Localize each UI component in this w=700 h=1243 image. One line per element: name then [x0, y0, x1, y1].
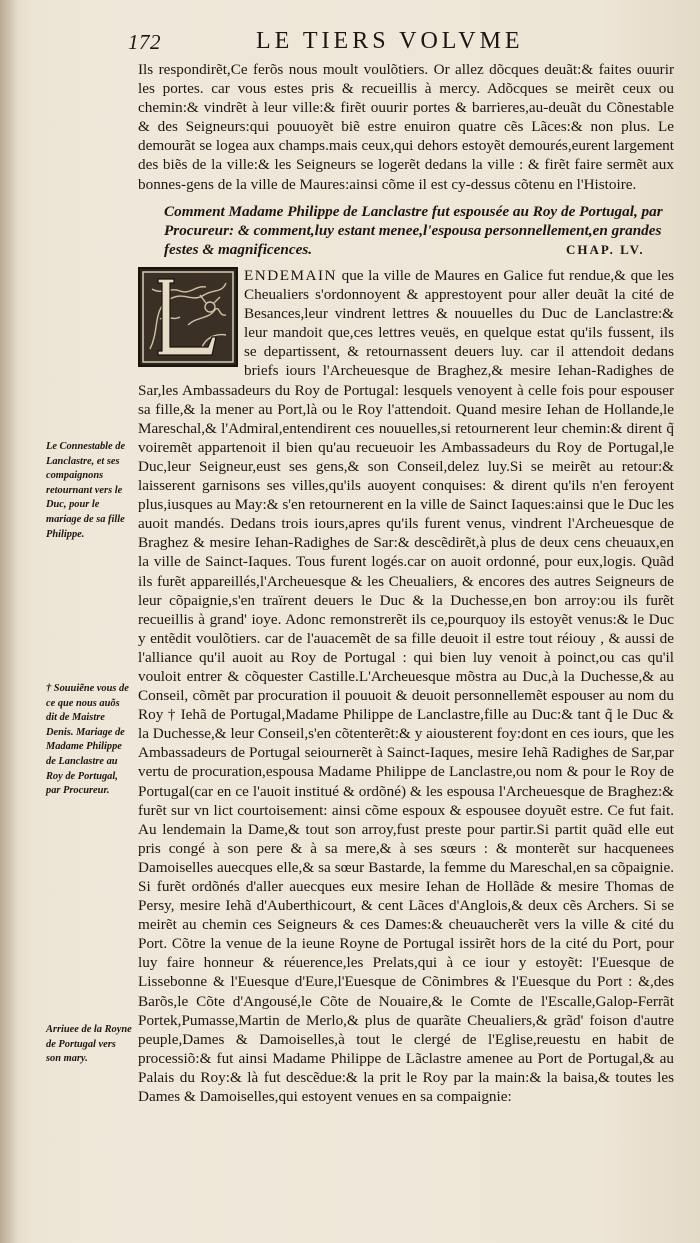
opening-caps: ENDEMAIN	[244, 267, 337, 284]
chapter-label: CHAP. LV.	[566, 242, 645, 257]
marginal-note: † Souuiẽne vous de ce que nous auõs dit de Maistre Denis. Mariage de Madame Philippe de Lanclastre au Roy de Portugal, par Procureur.	[46, 683, 129, 797]
marginal-note: Arriuee de la Royne de Portugal vers son mary.	[46, 1024, 132, 1065]
running-head: LE TIERS VOLVME	[256, 28, 524, 54]
paragraph-main-text: que la ville de Maures en Galice fut rendue,& que les Cheualiers s'ordonnoyent & apprestoyent pour aller deuãt la cité de Besances,leur vindrent lettres & nouuelles du Duc de Lanclastre:& leur mandoit que,ces lettres veuës, en quelque estat qu'ils fussent, ils se departissent, & retournassent deuers luy. car il attendoit dedans briefs iours l'Archeuesque de Braghez,& mesire Iehan-Radighes de Sar,les Ambassadeurs du Roy de Portugal: lesquels venoyent à celle fois pour espouser sa fille,& la mener au Port,là ou le Roy l'attendoit. Quand mesire Iehan de Hollande,le Mareschal,& l'Admiral,entendirent ces nouuelles,si retournerent leur chemin:& dirent q̃ voiremẽt appartenoit il bien qu'au recueuoir les Ambassadeurs du Roy de Portugal,le Duc,leur Seigneur,eust ses gens,& son Conseil,delez luy.Si se meirẽt au retour:& laisserent garnisons ses villes,qu'ils auoyent conquises: & dirent qu'ils n'en feroyent plus,iusques au May:& s'en retournerent en la ville de Sainct Iaques:ainsi que le Duc les auoit mandés. Dedans trois iours,apres qu'ils furent venus, vindrent l'Archeuesque de Braghez & mesire Iehan-Radighes de Sar:& descẽdirẽt,à plus de deux cens cheuaux,en la ville de Sainct-Iaques. Tous furent logés.car on auoit ordonné, pour eux,logis. Quãd ils furẽt appareillés,l'Archeuesque & les Cheualiers, & encores des autres Seigneurs de leur cõpaignie,s'en traïrent deuers le Duc & la Duchesse,en bon arroy:ou ils furẽt recueillis à grand' ioye. Adonc remonstrerẽt ils ce,pourquoy ils estoyẽt venus:& le Duc y entẽdit voulõtiers. car de l'auacemẽt de sa fille deuoit il estre tout réiouy , & aussi de l'alliance qu'il auoit au Roy de Portugal : qui bien luy venoit à poinct,ou cas qu'il vouloit entrer & cõquester Castille.L'Archeuesque mõstra au Duc,à la Duchesse,& au Conseil, cõmẽt par procuration il pouuoit & deuoit personnellemẽt espouser au nom du Roy † Iehã de Portugal,Madame Philippe de Lanclastre,fille au Duc:& tant q̃ le Duc & la Duchesse,& leur Conseil,s'en cõtenterẽt:& y aiousterent foy:dont en ces iours, que les Ambassadeurs de Portugal seiournerẽt à Sainct-Iaques, mesire Iehã Radighes de Sar,par vertu de procuration,espousa Madame Philippe de Lanclastre,ou nom & pour le Roy de Portugal(car en ce l'auoit institué & ordõné) & les espousa l'Archeuesque de Braghez:& furẽt sur vn lict courtoisement: ainsi cõme espoux & espousee doyuẽt estre. Ce fut fait. Au lendemain la Dame,& tout son arroy,fust preste pour partir.Si partit quãd elle eut pris congé à son pere & à sa mere,& à ses sœurs : & monterẽt sur hacquenees Damoiselles auecques elle,& sa sœur Bastarde, la femme du Mareschal,en sa cõpaignie. Si furẽt ordõnés d'aller auecques eux mesire Iehan de Hollãde & mesire Thomas de Persy, mesire Iehã d'Auberthicourt, & cent Lãces d'Anglois,& deux cẽs Archers. Si se meirẽt au chemin ces Seigneurs & ces Dames:& cheuaucherẽt vers la ville & cité du Port. Cõtre la venue de la ieune Royne de Portugal issirẽt hors de la cité du Port, pour luy faire honneur & réuerence,les Prelats,qui à ce iour y estoyẽt: l'Euesque de Lissebonne & l'Euesque d'Eure,l'Euesque de Cõnimbres & l'Euesque du Port : &,des Barõs,le Cõte d'Angousé,le Cõte de Nouaire,& le Comte de l'Escalle,Galop-Ferrãt Portek,Pumasse,Martin de Merlo,& plus de quarãte Cheualiers,& grãd' foison d'autre peuple,Dames & Damoiselles,à tout le clergé de l'Eglise,reuestu en habit de processiõ:& fut ainsi Madame Philippe de Lãclastre amenee au Port de Portugal,& au Palais du Roy:& là fut descẽdue:& la prit le Roy par la main:& la baisa,& toutes les Dames & Damoiselles,qui estoyent venues en sa compaignie:	[138, 267, 674, 1106]
page-number: 172	[128, 30, 161, 54]
paragraph-main	[138, 266, 674, 1106]
paragraph-top-text: Ils respondirẽt,Ce ferõs nous moult voulõtiers. Or allez dõcques deuãt:& faites ouurir les portes. car vous estes pris & recueillis à mercy. Adõcques se meirẽt ceux ou chemin:& vindrẽt à leur ville:& firẽt ouurir portes & barrieres,au-deuãt du Cõnestable & des Seigneurs:qui pouuoyẽt biẽ estre enuiron quatre cẽs Lãces:& non plus. Le demourãt se logea aux champs.mais ceux,qui dehors estoyẽt demourés,eurent largement des biẽs de la ville:& les Seigneurs se logerẽt dedans la ville : & firẽt faire sermẽt aux bonnes-gens de la ville de Maures:ainsi cõme il est cy-dessus cõtenu en l'Histoire.	[138, 61, 674, 193]
ornate-letter-l-icon	[140, 269, 236, 365]
woodcut-initial-l	[138, 267, 238, 367]
paragraph-top	[138, 60, 674, 194]
gutter-shadow	[0, 0, 18, 1243]
page-header	[120, 26, 680, 56]
marginal-note: Le Connestable de Lanclastre, et ses compaignons retournant vers le Duc, pour le mariage de sa fille Philippe.	[46, 441, 126, 540]
chapter-title: Comment Madame Philippe de Lanclastre fut espousée au Roy de Portugal, par Procureur: & comment,luy estant menee,l'espousa personnellement,en grandes festes & magnificences.	[164, 203, 663, 258]
